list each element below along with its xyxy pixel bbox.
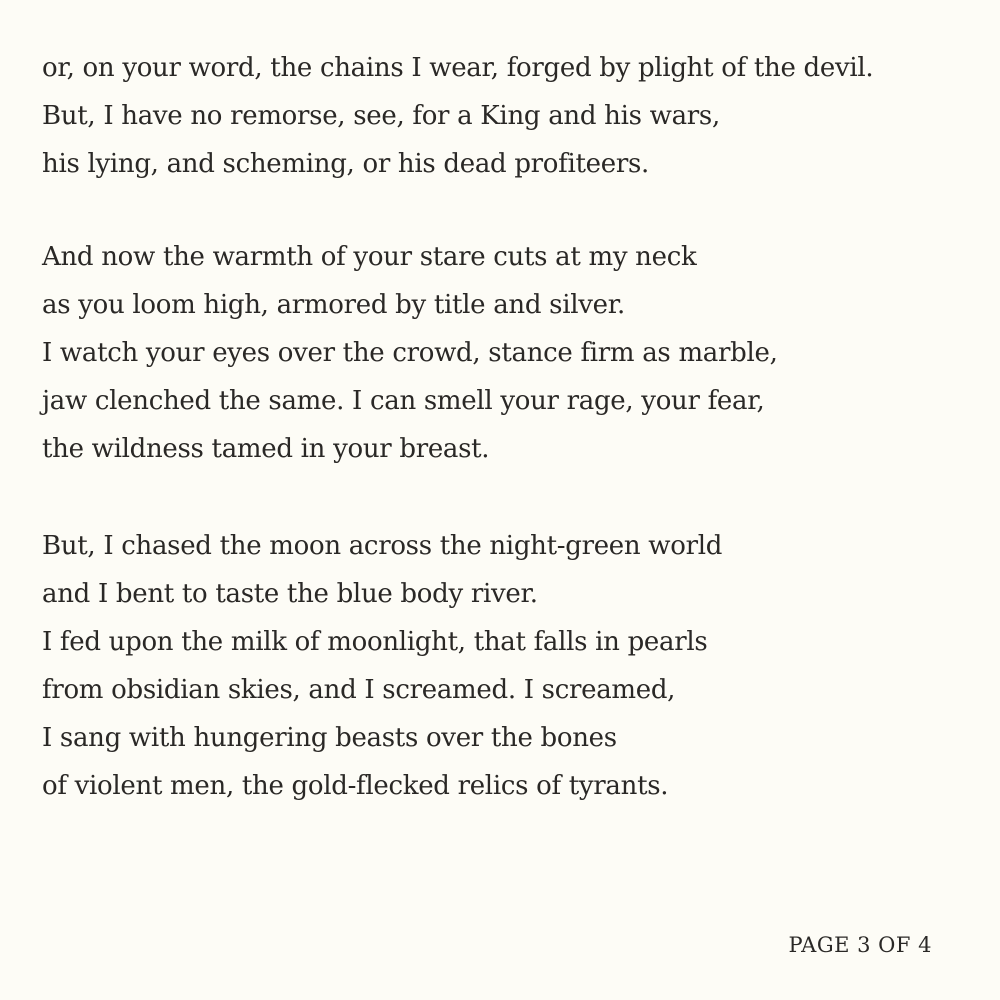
poem-line: as you loom high, armored by title and silver. bbox=[42, 290, 625, 320]
page-number: PAGE 3 OF 4 bbox=[788, 933, 932, 957]
poem-line: the wildness tamed in your breast. bbox=[42, 434, 490, 464]
poem-line: or, on your word, the chains I wear, forged by plight of the devil. bbox=[42, 53, 874, 83]
poem-line: But, I chased the moon across the night-green world bbox=[42, 531, 723, 561]
poem-line: I watch your eyes over the crowd, stance firm as marble, bbox=[42, 338, 778, 368]
poem-line: of violent men, the gold-flecked relics of tyrants. bbox=[42, 771, 669, 801]
poem-line: his lying, and scheming, or his dead profiteers. bbox=[42, 149, 649, 179]
stanza-2 bbox=[42, 233, 778, 473]
poem-line: I fed upon the milk of moonlight, that falls in pearls bbox=[42, 627, 708, 657]
poem-line: I sang with hungering beasts over the bones bbox=[42, 723, 617, 753]
stanza-3 bbox=[42, 522, 722, 810]
poem-line: But, I have no remorse, see, for a King and his wars, bbox=[42, 101, 720, 131]
poem-line: and I bent to taste the blue body river. bbox=[42, 579, 538, 609]
stanza-1 bbox=[42, 44, 873, 188]
poem-line: jaw clenched the same. I can smell your rage, your fear, bbox=[42, 386, 765, 416]
poem-line: from obsidian skies, and I screamed. I screamed, bbox=[42, 675, 676, 705]
poem-line: And now the warmth of your stare cuts at my neck bbox=[42, 242, 697, 272]
